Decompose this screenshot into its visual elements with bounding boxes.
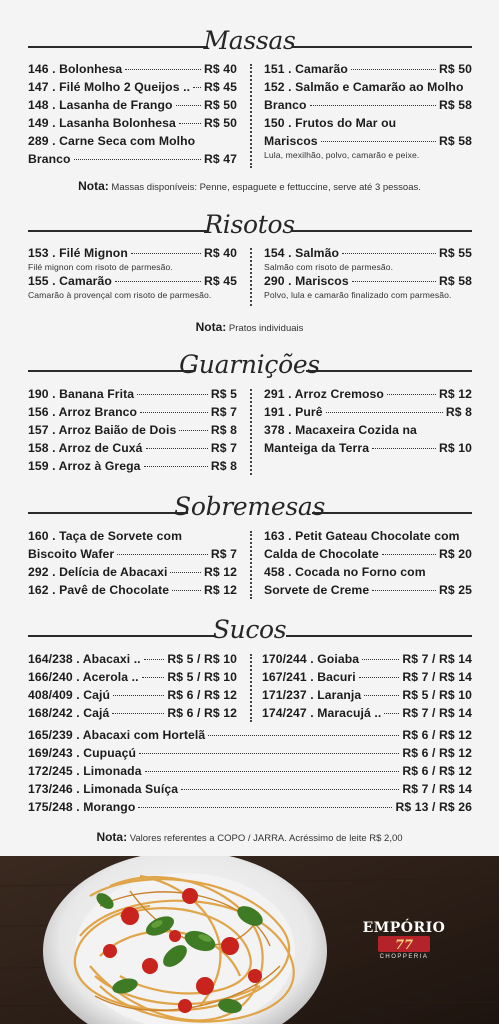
dot-leader [131,253,201,254]
dot-leader [181,789,399,790]
spaghetti-photo [0,856,499,1024]
menu-item [28,746,472,764]
dot-leader [193,87,201,88]
menu-item [28,423,237,441]
sucos-left-column [28,652,237,724]
menu-item [262,670,472,688]
risotos-left-column [28,246,237,302]
menu-item-name: 159 . Arroz à Grega [28,459,141,473]
menu-item-price: R$ 13 / R$ 26 [395,800,472,814]
menu-item-price: R$ 12 [203,583,237,597]
menu-item [28,80,237,98]
menu-item-price: R$ 5 / R$ 10 [402,688,472,702]
dot-leader [321,141,436,142]
sucos-note [0,830,499,844]
massas-right-column [264,62,472,162]
menu-item-price: R$ 6 / R$ 12 [402,764,472,778]
menu-item [28,387,237,405]
menu-item [28,459,237,477]
section-title-guarnicoes [0,350,499,384]
menu-item-name: 289 . Carne Seca com Molho [28,134,196,148]
dot-leader [170,572,200,573]
menu-item-name: 174/247 . Maracujá .. [262,706,382,720]
menu-item [28,782,472,800]
menu-item-price: R$ 40 [203,246,237,260]
risotos-note [0,320,499,334]
dot-leader [352,281,436,282]
menu-item-description: Filé mignon com risoto de parmesão. [28,262,173,272]
menu-item-name: 190 . Banana Frita [28,387,135,401]
menu-item-name: 458 . Cocada no Forno com [264,565,426,579]
section-title-text: Sucos [212,615,287,644]
sobremesas-right-column [264,529,472,601]
menu-item-name: 151 . Camarão [264,62,348,76]
menu-item [28,62,237,80]
massas-left-column [28,62,237,170]
menu-item-description: Polvo, lula e camarão finalizado com parmesão. [264,290,452,300]
menu-item [264,441,472,459]
menu-item-price: R$ 12 [203,565,237,579]
menu-item-name: Mariscos [264,134,318,148]
dot-leader [326,412,443,413]
dot-leader [125,69,201,70]
column-separator [250,248,252,306]
massas-note [0,179,499,193]
menu-item [28,688,237,706]
dot-leader [176,105,201,106]
menu-item-price: R$ 55 [438,246,472,260]
column-separator [250,64,252,168]
dot-leader [172,590,201,591]
dot-leader [140,412,208,413]
menu-item-name: 158 . Arroz de Cuxá [28,441,143,455]
emporio-logo [358,920,450,964]
dot-leader [144,659,165,660]
menu-item-price: R$ 58 [438,98,472,112]
menu-item-name: 157 . Arroz Baião de Dois [28,423,177,437]
menu-item-description: Salmão com risoto de parmesão. [264,262,394,272]
dot-leader [359,677,400,678]
menu-item-price: R$ 10 [438,441,472,455]
column-separator [250,531,252,599]
dot-leader [146,448,208,449]
section-title-risotos [0,210,499,244]
menu-item-price: R$ 7 [210,405,237,419]
menu-item-name: 153 . Filé Mignon [28,246,128,260]
menu-item-description: Camarão à provençal com risoto de parmesão. [28,290,212,300]
note-text: Pratos individuais [228,323,304,334]
menu-item [28,441,237,459]
dot-leader [351,69,436,70]
dot-leader [115,281,201,282]
menu-item-price: R$ 6 / R$ 12 [402,746,472,760]
dot-leader [139,753,399,754]
dot-leader [144,466,208,467]
menu-item-name: 164/238 . Abacaxi .. [28,652,141,666]
menu-item [28,547,237,565]
dot-leader [179,123,201,124]
logo-number-badge [378,936,430,952]
menu-item-price: R$ 7 / R$ 14 [402,782,472,796]
menu-item-name: 292 . Delícia de Abacaxi [28,565,168,579]
menu-item-price: R$ 8 [210,423,237,437]
menu-item-name: 154 . Salmão [264,246,340,260]
menu-item-price: R$ 8 [210,459,237,473]
dot-leader [362,659,399,660]
menu-item-name: 165/239 . Abacaxi com Hortelã [28,728,206,742]
menu-item-name: 168/242 . Cajá [28,706,110,720]
menu-item-price: R$ 50 [203,98,237,112]
sucos-full-column [28,728,472,818]
menu-item-price: R$ 8 [445,405,472,419]
menu-item-name: Branco [264,98,307,112]
menu-item [262,652,472,670]
menu-item [264,405,472,423]
menu-item-name: 156 . Arroz Branco [28,405,138,419]
menu-item [264,547,472,565]
note-label: Nota: [96,830,128,844]
dot-leader [364,695,399,696]
dot-leader [384,713,399,714]
menu-item-price: R$ 7 [210,441,237,455]
logo-brand-name: EMPÓRIO [362,920,446,936]
menu-item-name: 291 . Arroz Cremoso [264,387,384,401]
dot-leader [138,807,392,808]
menu-item-price: R$ 5 / R$ 10 [167,652,237,666]
dot-leader [117,554,208,555]
menu-item-price: R$ 58 [438,274,472,288]
menu-item-name: 148 . Lasanha de Frango [28,98,173,112]
menu-item [28,98,237,116]
menu-item-name: 175/248 . Morango [28,800,136,814]
menu-item [28,670,237,688]
menu-item [28,116,237,134]
dot-leader [112,713,164,714]
menu-item [28,800,472,818]
dot-leader [310,105,436,106]
dot-leader [142,677,165,678]
menu-item [264,387,472,405]
menu-item [28,652,237,670]
menu-item-price: R$ 6 / R$ 12 [402,728,472,742]
menu-item [28,565,237,583]
menu-item-price: R$ 50 [203,116,237,130]
menu-item-price: R$ 7 / R$ 14 [402,706,472,720]
logo-subtitle: CHOPPERIA [379,954,429,960]
menu-item-description: Lula, mexilhão, polvo, camarão e peixe. [264,150,420,160]
menu-item-name: Sorvete de Creme [264,583,370,597]
menu-item-name: 146 . Bolonhesa [28,62,123,76]
section-title-text: Risotos [204,210,295,239]
menu-item [264,98,472,116]
menu-item-name: 155 . Camarão [28,274,112,288]
note-label: Nota: [78,179,109,193]
menu-item-price: R$ 45 [203,80,237,94]
section-title-text: Sobremesas [174,492,325,521]
menu-item-price: R$ 7 / R$ 14 [402,652,472,666]
section-title-text: Guarnições [179,350,320,379]
menu-item-price: R$ 58 [438,134,472,148]
menu-item [28,152,237,170]
note-label: Nota: [195,320,227,334]
dot-leader [372,448,436,449]
guarnicoes-left-column [28,387,237,477]
menu-item-price: R$ 20 [438,547,472,561]
logo-number: 77 [394,938,414,953]
dot-leader [113,695,164,696]
menu-item-price: R$ 47 [203,152,237,166]
sucos-right-column [262,652,472,724]
menu-item-price: R$ 5 / R$ 10 [167,670,237,684]
menu-item-name: 191 . Purê [264,405,323,419]
menu-item-name: 378 . Macaxeira Cozida na [264,423,417,437]
menu-item [264,583,472,601]
menu-item [262,688,472,706]
dot-leader [208,735,399,736]
guarnicoes-right-column [264,387,472,459]
note-text: Massas disponíveis: Penne, espaguete e fettuccine, serve até 3 pessoas. [111,182,421,193]
dot-leader [74,159,201,160]
menu-item-name: 160 . Taça de Sorvete com [28,529,183,543]
menu-item-price: R$ 7 [210,547,237,561]
column-separator [250,654,252,722]
menu-item-name: 173/246 . Limonada Suíça [28,782,179,796]
menu-item-price: R$ 45 [203,274,237,288]
menu-item-name: 162 . Pavê de Chocolate [28,583,170,597]
menu-item-price: R$ 40 [203,62,237,76]
dot-leader [179,430,207,431]
dot-leader [137,394,208,395]
menu-item-name: Branco [28,152,71,166]
menu-item-price: R$ 5 [210,387,237,401]
menu-item-price: R$ 50 [438,62,472,76]
section-title-text: Massas [203,26,296,55]
menu-item-name: 171/237 . Laranja [262,688,362,702]
menu-item-price: R$ 12 [438,387,472,401]
menu-item-name: Calda de Chocolate [264,547,379,561]
menu-item-name: 166/240 . Acerola .. [28,670,139,684]
menu-item-name: 150 . Frutos do Mar ou [264,116,397,130]
section-title-sucos [0,615,499,649]
sobremesas-left-column [28,529,237,601]
dot-leader [372,590,436,591]
menu-item [262,706,472,724]
menu-item [28,583,237,601]
menu-item-name: Manteiga da Terra [264,441,370,455]
column-separator [250,389,252,475]
menu-item-name: 170/244 . Goiaba [262,652,360,666]
menu-item [264,62,472,80]
menu-item-name: 149 . Lasanha Bolonhesa [28,116,176,130]
dot-leader [382,554,436,555]
menu-item-price: R$ 7 / R$ 14 [402,670,472,684]
menu-item-name: Biscoito Wafer [28,547,115,561]
menu-item-price: R$ 6 / R$ 12 [167,706,237,720]
dot-leader [342,253,436,254]
menu-item-name: 169/243 . Cupuaçú [28,746,137,760]
menu-item-name: 167/241 . Bacuri [262,670,356,684]
menu-item-name: 163 . Petit Gateau Chocolate com [264,529,460,543]
menu-item-price: R$ 6 / R$ 12 [167,688,237,702]
dot-leader [145,771,400,772]
menu-item [28,764,472,782]
menu-item-name: 408/409 . Cajú [28,688,111,702]
menu-item-name: 290 . Mariscos [264,274,349,288]
note-text: Valores referentes a COPO / JARRA. Acréssimo de leite R$ 2,00 [129,833,403,844]
menu-item-name: 152 . Salmão e Camarão ao Molho [264,80,464,94]
menu-item [28,728,472,746]
menu-item-name: 147 . Filé Molho 2 Queijos .. [28,80,191,94]
section-title-massas [0,26,499,60]
section-title-sobremesas [0,492,499,526]
dot-leader [387,394,436,395]
menu-item [28,405,237,423]
menu-item-name: 172/245 . Limonada [28,764,142,778]
menu-item-price: R$ 25 [438,583,472,597]
menu-item [28,706,237,724]
risotos-right-column [264,246,472,302]
